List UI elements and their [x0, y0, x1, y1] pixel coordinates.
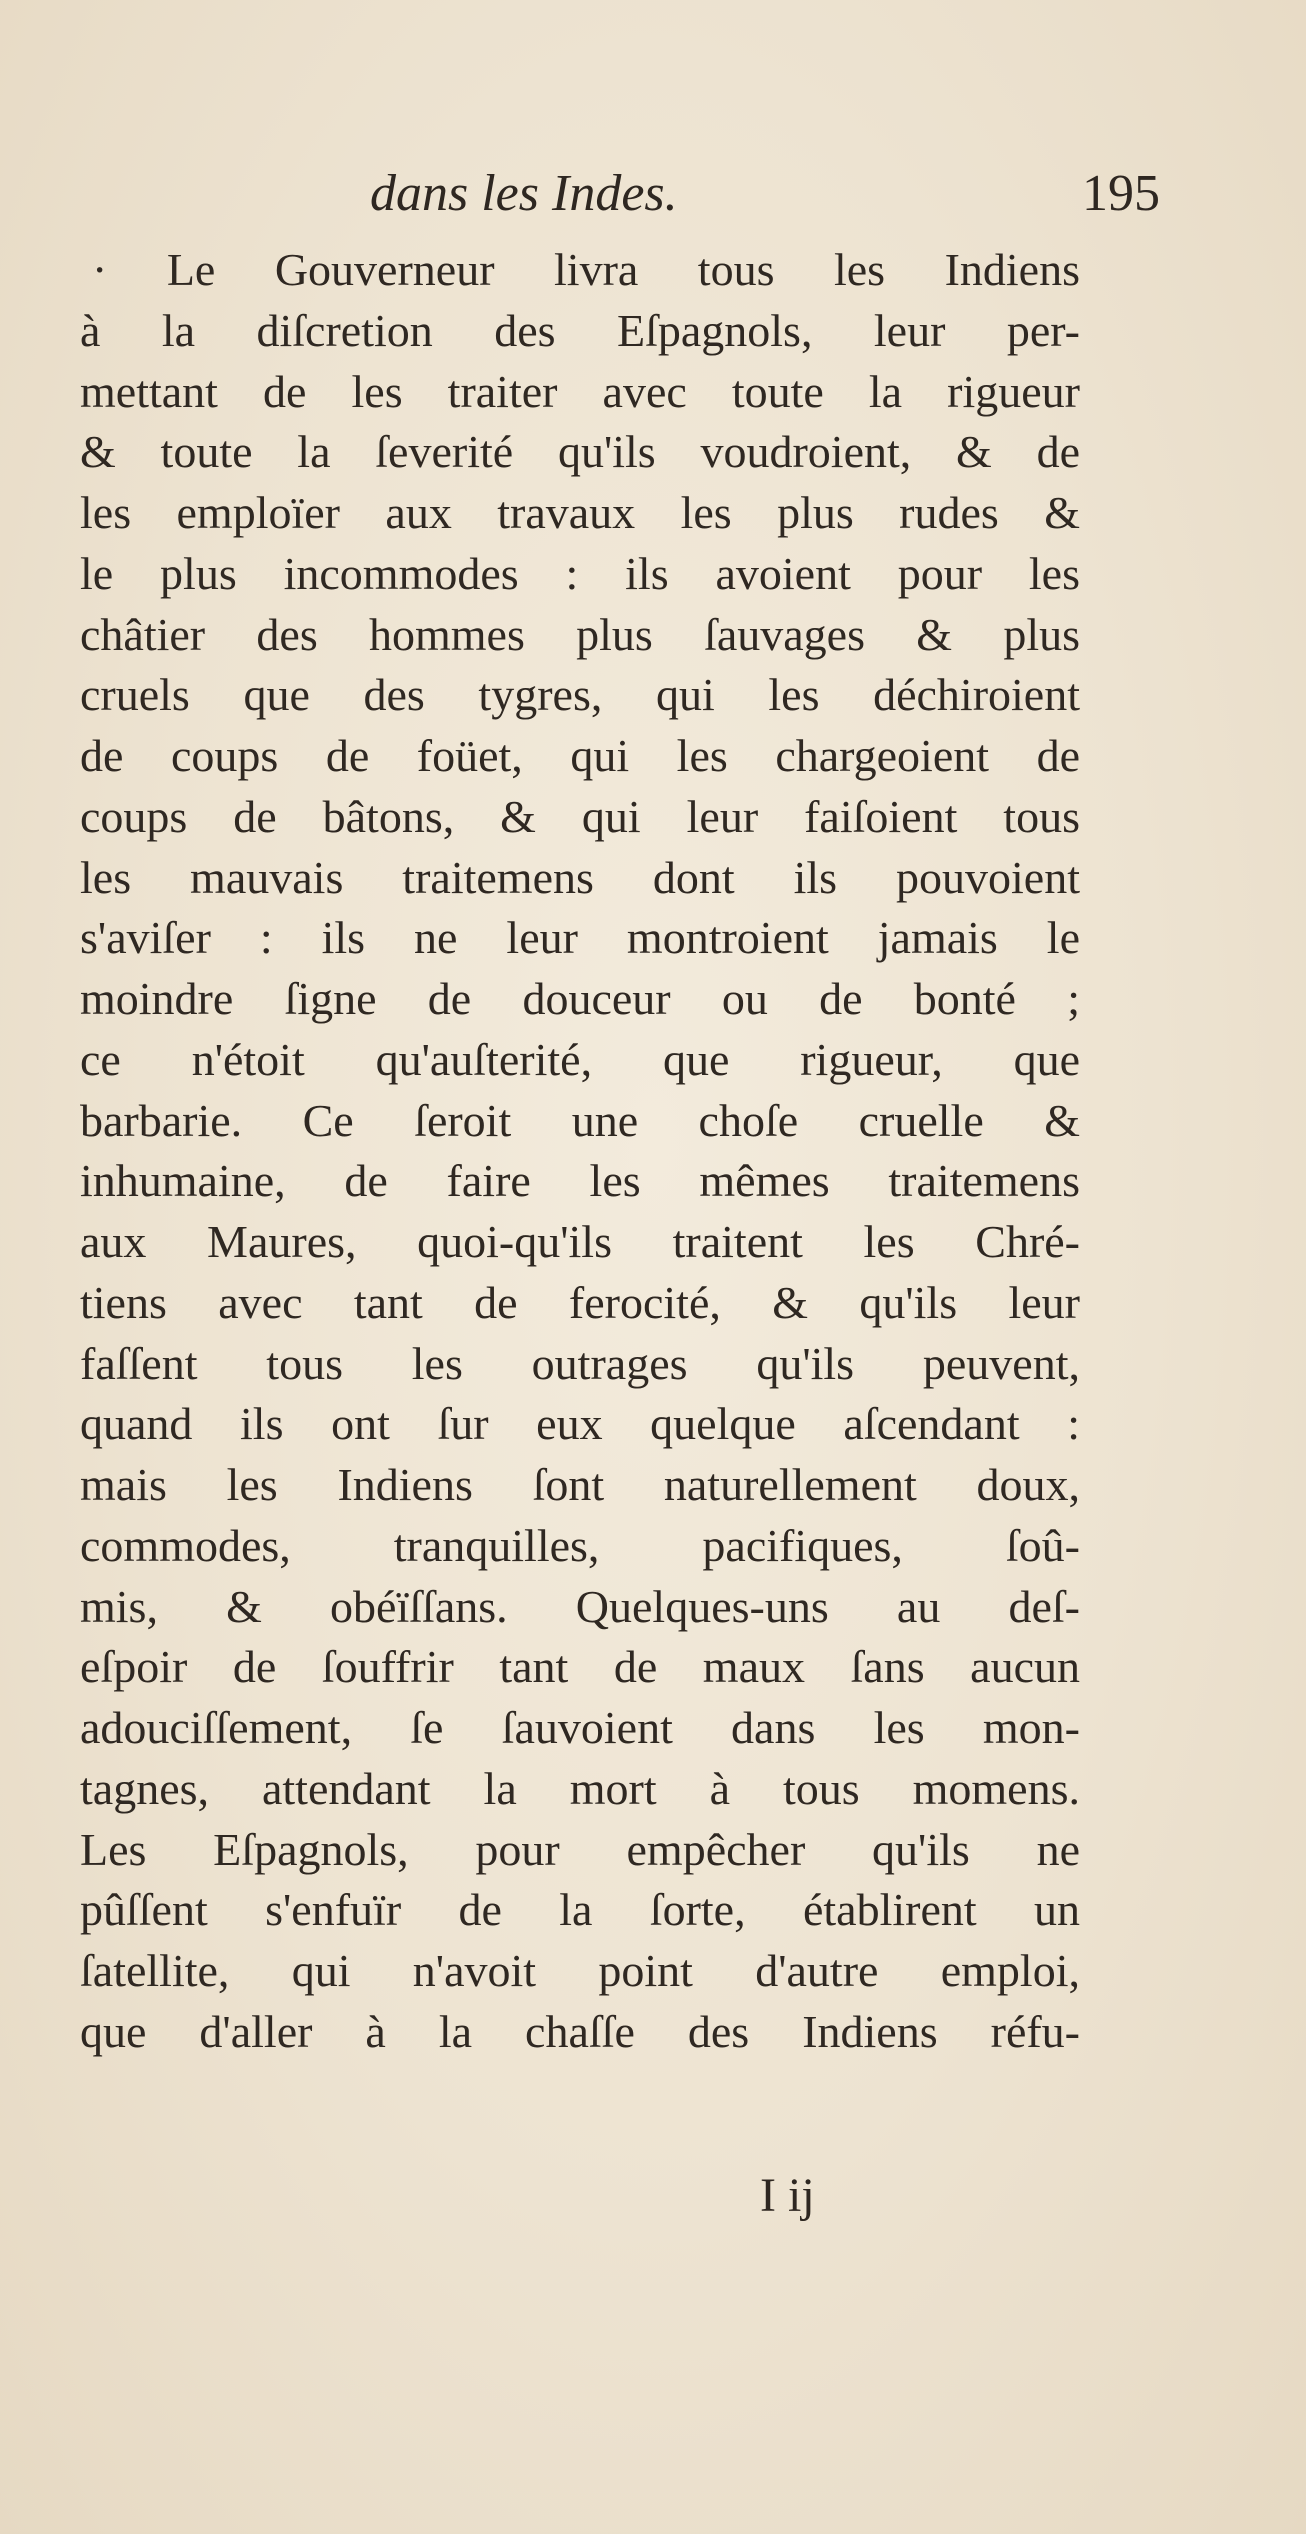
text-line: faſſent tous les outrages qu'ils peuvent, [80, 1337, 1080, 1389]
text-line: cruels que des tygres, qui les déchiroient [80, 669, 1080, 721]
text-line: le plus incommodes : ils avoient pour les [80, 547, 1080, 599]
text-line: mais les Indiens ſont naturellement doux, [80, 1459, 1080, 1510]
text-line: moindre ſigne de douceur ou de bonté ; [80, 973, 1080, 1024]
text-line: barbarie. Ce ſeroit une choſe cruelle & [80, 1094, 1080, 1146]
text-line: inhumaine, de faire les mêmes traitemens [80, 1155, 1080, 1207]
text-line: châtier des hommes plus ſauvages & plus [80, 608, 1080, 660]
text-line: mettant de les traiter avec toute la rigueur [80, 365, 1080, 417]
text-line: pûſſent s'enfuïr de la ſorte, établirent un [80, 1884, 1080, 1936]
text-line: que d'aller à la chaſſe des Indiens réfu- [80, 2005, 1080, 2057]
text-line: · Le Gouverneur livra tous les Indiens [92, 244, 1080, 295]
text-line: adouciſſement, ſe ſauvoient dans les mon- [80, 1702, 1080, 1753]
page-number: 195 [1082, 165, 1160, 222]
text-line: tiens avec tant de ferocité, & qu'ils leur [80, 1276, 1080, 1328]
text-line: Les Eſpagnols, pour empêcher qu'ils ne [80, 1823, 1080, 1875]
text-line: ce n'étoit qu'auſterité, que rigueur, que [80, 1033, 1080, 1085]
text-line: mis, & obéïſſans. Quelques-uns au deſ- [80, 1580, 1080, 1632]
running-title: dans les Indes. [370, 165, 678, 222]
text-line: & toute la ſeverité qu'ils voudroient, & de [80, 426, 1080, 478]
text-line: eſpoir de ſouffrir tant de maux ſans aucun [80, 1641, 1080, 1693]
text-line: s'aviſer : ils ne leur montroient jamais le [80, 912, 1080, 964]
text-line: quand ils ont ſur eux quelque aſcendant : [80, 1398, 1080, 1450]
text-line: à la diſcretion des Eſpagnols, leur per- [80, 304, 1080, 356]
body-text [80, 240, 1080, 2063]
text-line: de coups de foüet, qui les chargeoient de [80, 730, 1080, 781]
text-line: tagnes, attendant la mort à tous momens. [80, 1762, 1080, 1814]
text-line: aux Maures, quoi-qu'ils traitent les Chré- [80, 1216, 1080, 1267]
text-line: les emploïer aux travaux les plus rudes & [80, 487, 1080, 538]
text-line: les mauvais traitemens dont ils pouvoient [80, 851, 1080, 903]
text-line: commodes, tranquilles, pacifiques, ſoû- [80, 1519, 1080, 1571]
page-header [80, 160, 1200, 240]
signature-mark: I ij [760, 2169, 815, 2222]
text-line: ſatellite, qui n'avoit point d'autre emploi, [80, 1945, 1080, 1996]
text-line: coups de bâtons, & qui leur faiſoient tous [80, 790, 1080, 842]
